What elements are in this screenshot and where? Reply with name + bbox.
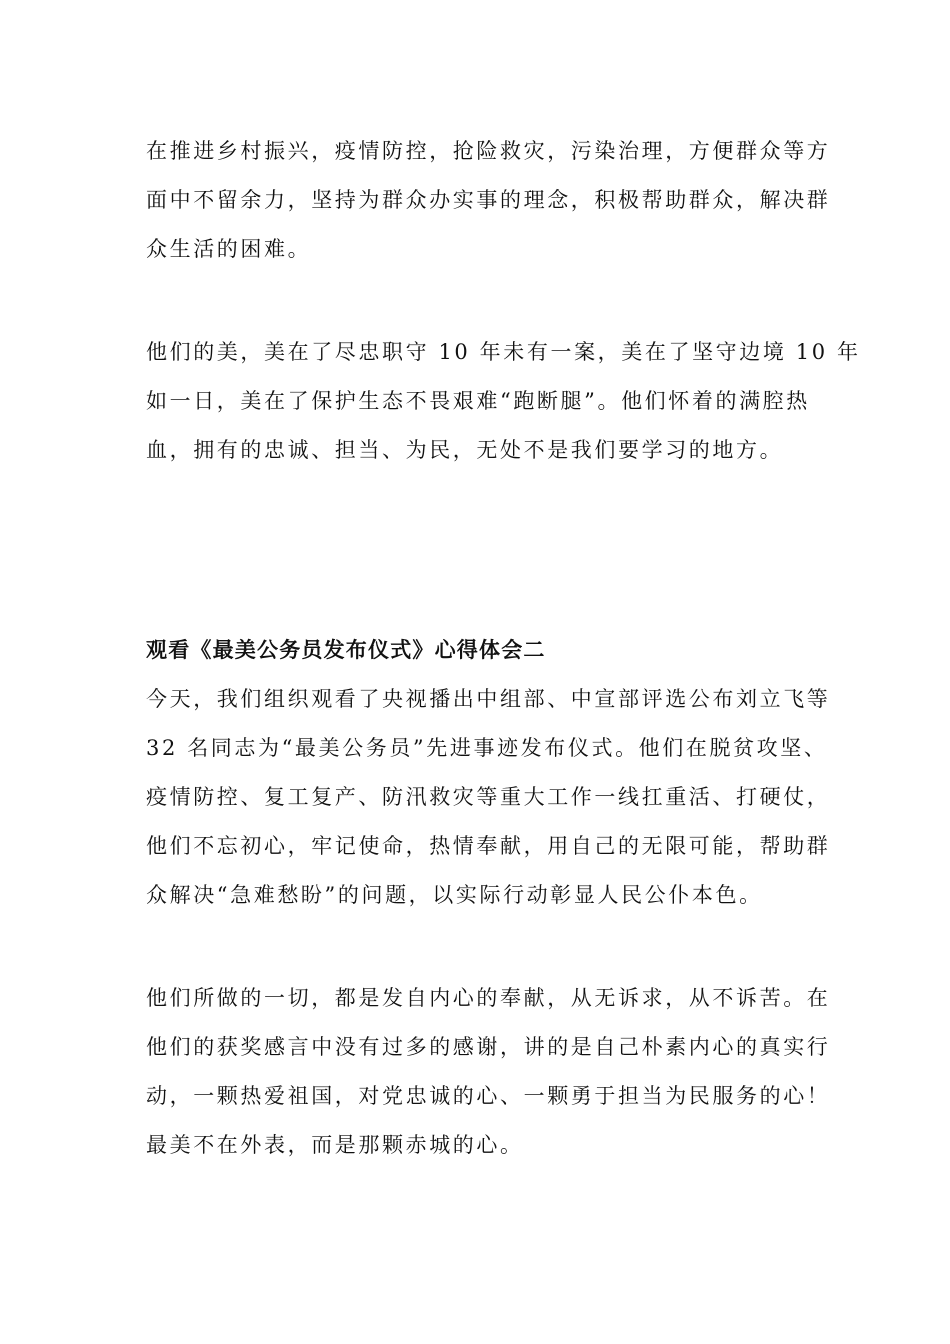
section-paragraph-2-line-2: 他们的获奖感言中没有过多的感谢，讲的是自己朴素内心的真实行 bbox=[146, 1035, 831, 1059]
section-heading: 观看《最美公务员发布仪式》心得体会二 bbox=[146, 637, 546, 662]
section-paragraph-2-line-3: 动，一颗热爱祖国，对党忠诚的心、一颗勇于担当为民服务的心！ bbox=[146, 1084, 831, 1108]
paragraph-2-line-2: 如一日，美在了保护生态不畏艰难“跑断腿”。他们怀着的满腔热 bbox=[146, 389, 810, 413]
section-paragraph-1-line-1: 今天，我们组织观看了央视播出中组部、中宣部评选公布刘立飞等 bbox=[146, 687, 831, 711]
section-paragraph-2-line-1: 他们所做的一切，都是发自内心的奉献，从无诉求，从不诉苦。在 bbox=[146, 986, 831, 1010]
paragraph-1-line-1: 在推进乡村振兴，疫情防控，抢险救灾，污染治理，方便群众等方 bbox=[146, 139, 831, 163]
paragraph-2-line-3: 血，拥有的忠诚、担当、为民，无处不是我们要学习的地方。 bbox=[146, 438, 784, 462]
paragraph-1-line-2: 面中不留余力，坚持为群众办实事的理念，积极帮助群众，解决群 bbox=[146, 188, 831, 212]
section-paragraph-2-line-4: 最美不在外表，而是那颗赤城的心。 bbox=[146, 1133, 524, 1157]
section-paragraph-1-line-4: 他们不忘初心，牢记使命，热情奉献，用自己的无限可能，帮助群 bbox=[146, 834, 831, 858]
paragraph-2-line-1: 他们的美，美在了尽忠职守 10 年未有一案，美在了坚守边境 10 年 bbox=[146, 340, 861, 364]
paragraph-1-line-3: 众生活的困难。 bbox=[146, 237, 312, 261]
section-paragraph-1-line-3: 疫情防控、复工复产、防汛救灾等重大工作一线扛重活、打硬仗， bbox=[146, 785, 831, 809]
section-paragraph-1-line-2: 32 名同志为“最美公务员”先进事迹发布仪式。他们在脱贫攻坚、 bbox=[146, 736, 828, 760]
section-paragraph-1-line-5: 众解决“急难愁盼”的问题，以实际行动彰显人民公仆本色。 bbox=[146, 883, 763, 907]
